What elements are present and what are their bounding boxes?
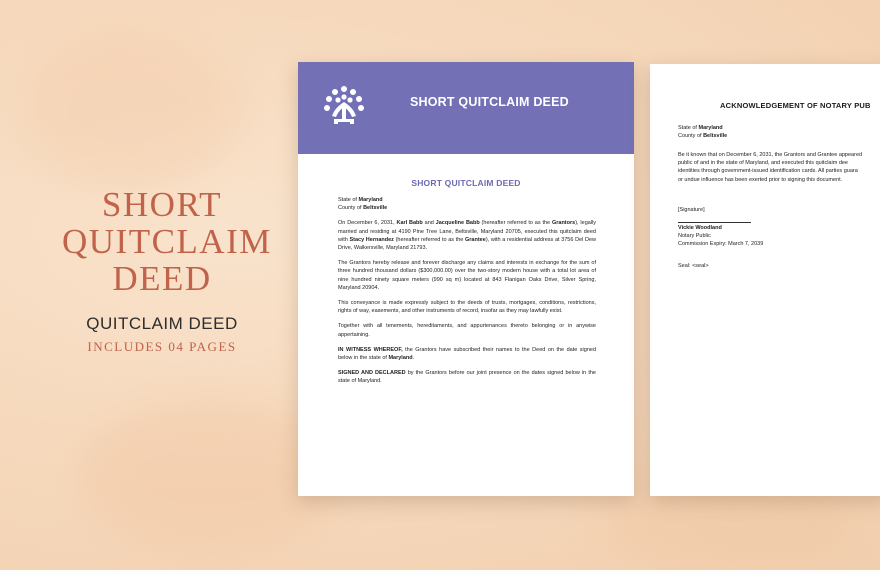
text-run: ), with a residential address at 3756 Del Dew Drive, Walkersville, Maryland 21793. bbox=[338, 236, 596, 252]
text-run: . bbox=[412, 355, 415, 362]
text-run: the Grantors have subscribed their names to the Deed on the date signed below in the state of bbox=[338, 346, 597, 362]
banner-title: SHORT QUITCLAIM DEED bbox=[410, 95, 569, 109]
promo-title bbox=[62, 185, 272, 298]
notary-state-county bbox=[678, 124, 727, 140]
promo-subtitle: QUITCLAIM DEED bbox=[86, 314, 238, 333]
state-county-block bbox=[338, 196, 596, 212]
notary-line: identities through government-issued identification cards. All parties guara bbox=[678, 168, 858, 175]
signature-placeholder: [Signature] bbox=[678, 207, 705, 213]
document-page-2 bbox=[650, 64, 880, 496]
background-blot bbox=[20, 30, 240, 190]
signature-line bbox=[678, 222, 751, 223]
document-title: SHORT QUITCLAIM DEED bbox=[411, 178, 521, 188]
promo-title-line: QUITCLAIM bbox=[62, 222, 272, 261]
text-run: ), legally married and residing at 4190 Pine Tree Lane, Beltsville, Maryland 20705, executed this quitclaim deed with bbox=[338, 220, 597, 243]
paragraph-signed bbox=[338, 369, 596, 385]
state-value: Maryland bbox=[358, 197, 383, 203]
county-label: County of bbox=[338, 205, 364, 212]
notary-line: Be it known that on December 6, 2031, the Grantors and Grantee appeared bbox=[678, 152, 863, 158]
grantee-name: Stacy Hernandez bbox=[349, 236, 394, 243]
notary-name: Vickie Woodland bbox=[678, 225, 722, 231]
tree-logo-icon bbox=[322, 84, 366, 128]
notary-block bbox=[678, 224, 763, 249]
promo-title-line: DEED bbox=[112, 259, 212, 298]
notary-paragraph bbox=[678, 151, 862, 184]
notary-line: or undue influence has been exerted prior to signing this document. bbox=[678, 176, 843, 183]
commission-expiry: Commission Expiry: March 7, 2039 bbox=[678, 241, 764, 248]
paragraph-tenements: Together with all tenements, hereditaments, and appurtenances thereto belonging or in anywise appertaining. bbox=[338, 323, 596, 338]
promo-title-line: SHORT bbox=[101, 185, 223, 224]
grantor-name: Karl Babb bbox=[396, 220, 423, 227]
promo-pages-note: INCLUDES 04 PAGES bbox=[87, 339, 237, 354]
text-run: by the Grantors before our joint presence on the dates signed below in the state of Maryland. bbox=[338, 370, 596, 385]
text-run: (hereafter referred to as the bbox=[479, 220, 552, 227]
grantee-term: Grantee bbox=[465, 236, 486, 243]
text-run: and bbox=[422, 220, 436, 227]
state-label: State of bbox=[678, 125, 699, 131]
document-body bbox=[338, 196, 596, 393]
state-value: Maryland bbox=[698, 125, 723, 131]
paragraph-witness bbox=[338, 346, 596, 362]
page-banner bbox=[298, 62, 634, 154]
county-label: County of bbox=[678, 133, 704, 140]
document-page-1 bbox=[298, 62, 634, 496]
paragraph-parties bbox=[338, 219, 596, 252]
grantors-term: Grantors bbox=[551, 220, 576, 227]
signed-heading: SIGNED AND DECLARED bbox=[338, 370, 406, 377]
notary-title: ACKNOWLEDGEMENT OF NOTARY PUB bbox=[720, 101, 871, 110]
paragraph-conveyance: This conveyance is made expressly subject to the deeds of trusts, mortgages, conditions, restrictions, rights of way, easements, and other instruments of record, insofar as they may lawfully exist. bbox=[338, 300, 596, 315]
county-value: Beltsville bbox=[363, 205, 388, 212]
notary-role: Notary Public bbox=[678, 233, 711, 240]
text-run: (hereafter referred to as the bbox=[393, 236, 466, 243]
state-label: State of bbox=[338, 197, 359, 203]
text-run: On December 6, 2031, bbox=[338, 220, 397, 227]
county-value: Beltsville bbox=[703, 133, 728, 140]
state-name: Maryland bbox=[388, 355, 413, 362]
paragraph-consideration: The Grantors hereby release and forever discharge any claims and interests in exchange for the sum of three hundred thousand dollars ($300,000.00) over the two-story modern house with a total lot area of nine hundred ninety square meters (990 sq m) located at 843 Flanigan Oaks Drive, Silver Spring, Maryland 20904. bbox=[338, 260, 596, 291]
notary-line: public of and in the state of Maryland, and executed this quitclaim dee bbox=[678, 160, 848, 167]
grantor-name: Jacqueline Babb bbox=[435, 220, 480, 227]
witness-heading: IN WITNESS WHEREOF, bbox=[338, 346, 403, 353]
seal-text: Seal: <seal> bbox=[678, 263, 709, 269]
